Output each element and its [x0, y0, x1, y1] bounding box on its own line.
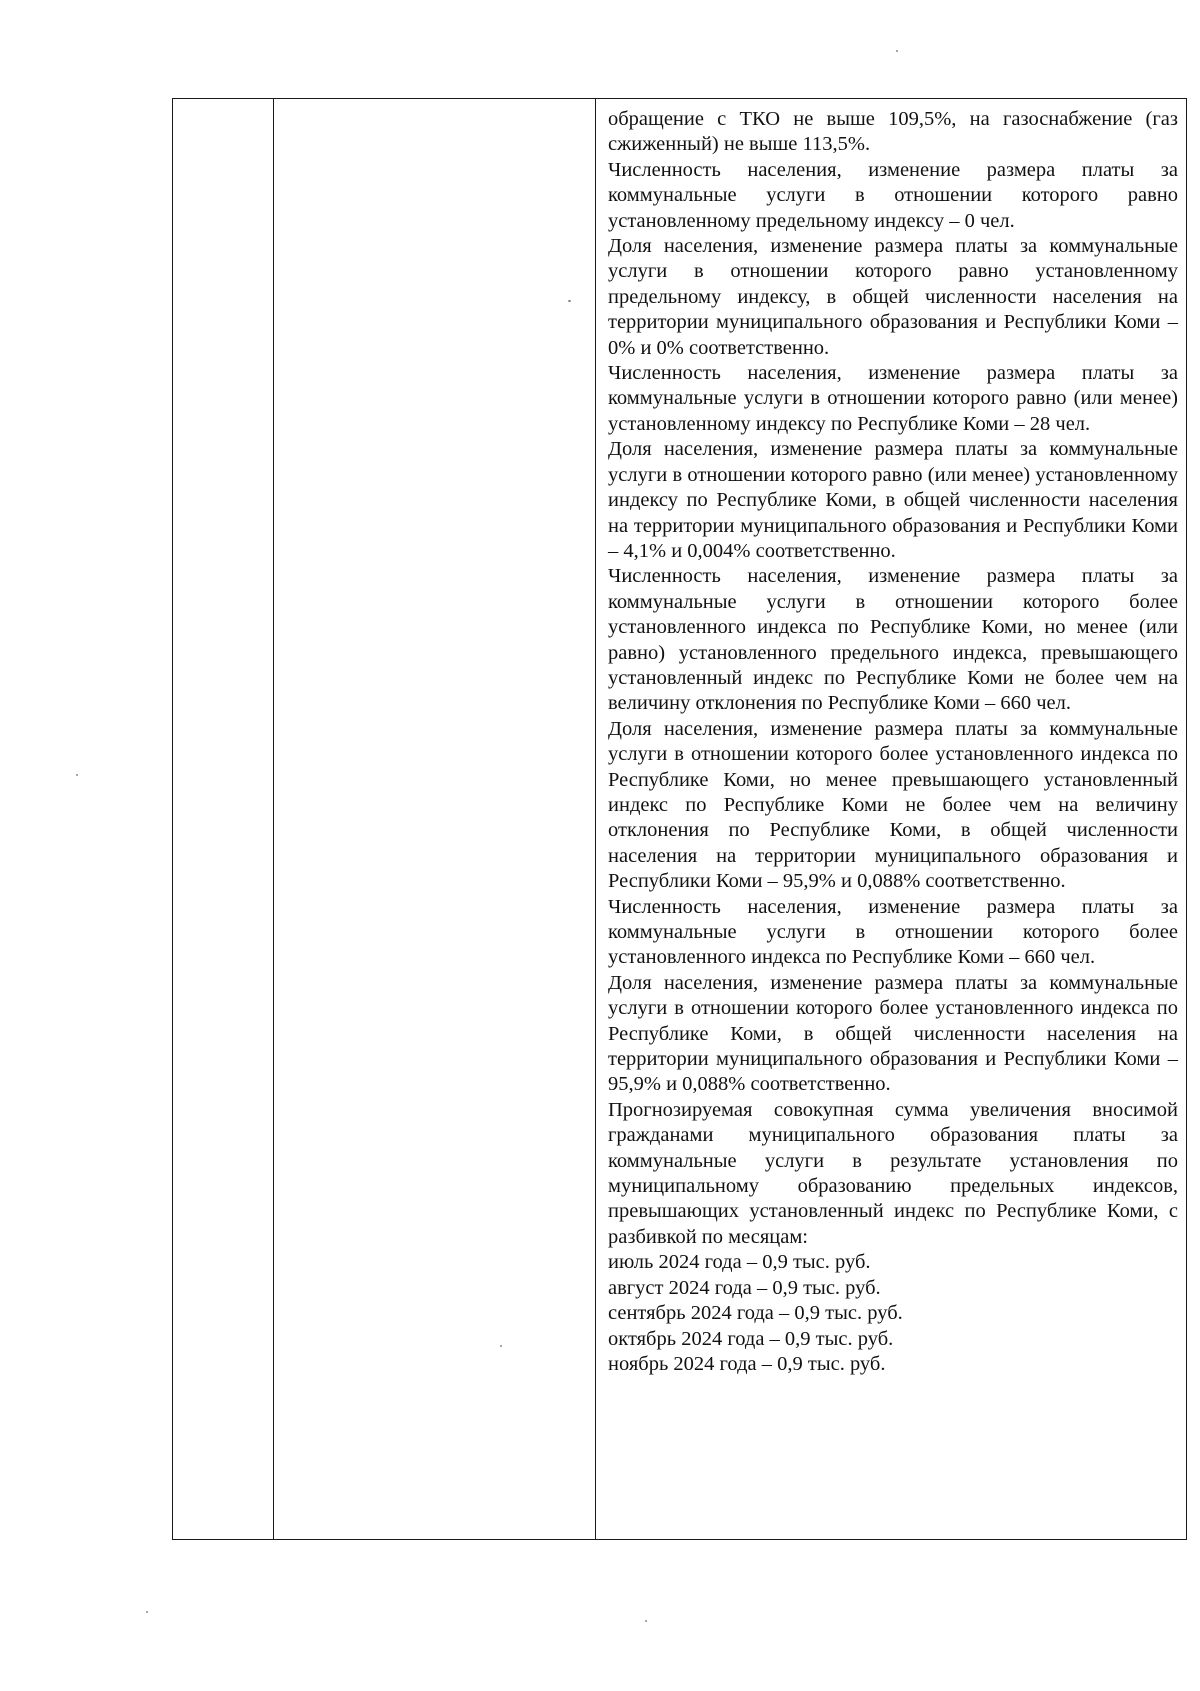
monthly-line: сентябрь 2024 года – 0,9 тыс. руб. [608, 1302, 903, 1325]
table-cell-name [274, 99, 596, 1540]
paragraph: обращение с ТКО не выше 109,5%, на газоснабжение (газ сжиженный) не выше 113,5%. [608, 108, 1178, 156]
monthly-line: октябрь 2024 года – 0,9 тыс. руб. [608, 1327, 894, 1350]
monthly-line: август 2024 года – 0,9 тыс. руб. [608, 1276, 881, 1299]
table-cell-number [173, 99, 274, 1540]
scan-speck [645, 1620, 647, 1622]
paragraph: Доля населения, изменение размера платы за коммунальные услуги в отношении которого равно (или менее) установленному индексу по Республике Коми, в общей численности населения на территории муниципального образования и Республики Коми – 4,1% и 0,004% соответственно. [608, 438, 1178, 562]
paragraph: Доля населения, изменение размера платы за коммунальные услуги в отношении которого более установленного индекса по Республике Коми, но менее превышающего установленный индекс по Республике Коми не более чем на величину отклонения по Республике Коми, в общей численности населения на территории муниципального образования и Республики Коми – 95,9% и 0,088% соответственно. [608, 717, 1178, 893]
paragraph: Численность населения, изменение размера платы за коммунальные услуги в отношении которого более установленного индекса по Республике Коми, но менее (или равно) установленного предельного индекса, превышающего установленный индекс по Республике Коми не более чем на величину отклонения по Республике Коми – 660 чел. [608, 565, 1178, 715]
paragraph: Прогнозируемая совокупная сумма увеличения вносимой гражданами муниципального образования платы за коммунальные услуги в результате установления по муниципальному образованию предельных индексов, превышающих установленный индекс по Республике Коми, с разбивкой по месяцам: [608, 1098, 1178, 1248]
paragraph: Численность населения, изменение размера платы за коммунальные услуги в отношении которого равно установленному предельному индексу – 0 чел. [608, 158, 1178, 232]
table-row [173, 99, 1187, 1540]
scan-speck [500, 1345, 502, 1347]
monthly-line: июль 2024 года – 0,9 тыс. руб. [608, 1251, 871, 1274]
scan-speck [896, 50, 898, 52]
paragraph: Доля населения, изменение размера платы за коммунальные услуги в отношении которого равно установленному предельному индексу, в общей численности населения на территории муниципального образования и Республики Коми – 0% и 0% соответственно. [608, 235, 1178, 359]
scan-speck [568, 300, 571, 302]
table-cell-content [596, 99, 1187, 1540]
scan-speck [76, 774, 78, 776]
paragraph: Численность населения, изменение размера платы за коммунальные услуги в отношении которого равно (или менее) установленному индексу по Республике Коми – 28 чел. [608, 362, 1178, 435]
paragraph: Численность населения, изменение размера платы за коммунальные услуги в отношении которого более установленного индекса по Республике Коми – 660 чел. [608, 895, 1178, 969]
document-table [172, 98, 1187, 1540]
monthly-line: ноябрь 2024 года – 0,9 тыс. руб. [608, 1352, 886, 1375]
paragraph: Доля населения, изменение размера платы за коммунальные услуги в отношении которого более установленного индекса по Республике Коми, в общей численности населения на территории муниципального образования и Республики Коми – 95,9% и 0,088% соответственно. [608, 971, 1178, 1096]
scan-speck [146, 1611, 148, 1613]
